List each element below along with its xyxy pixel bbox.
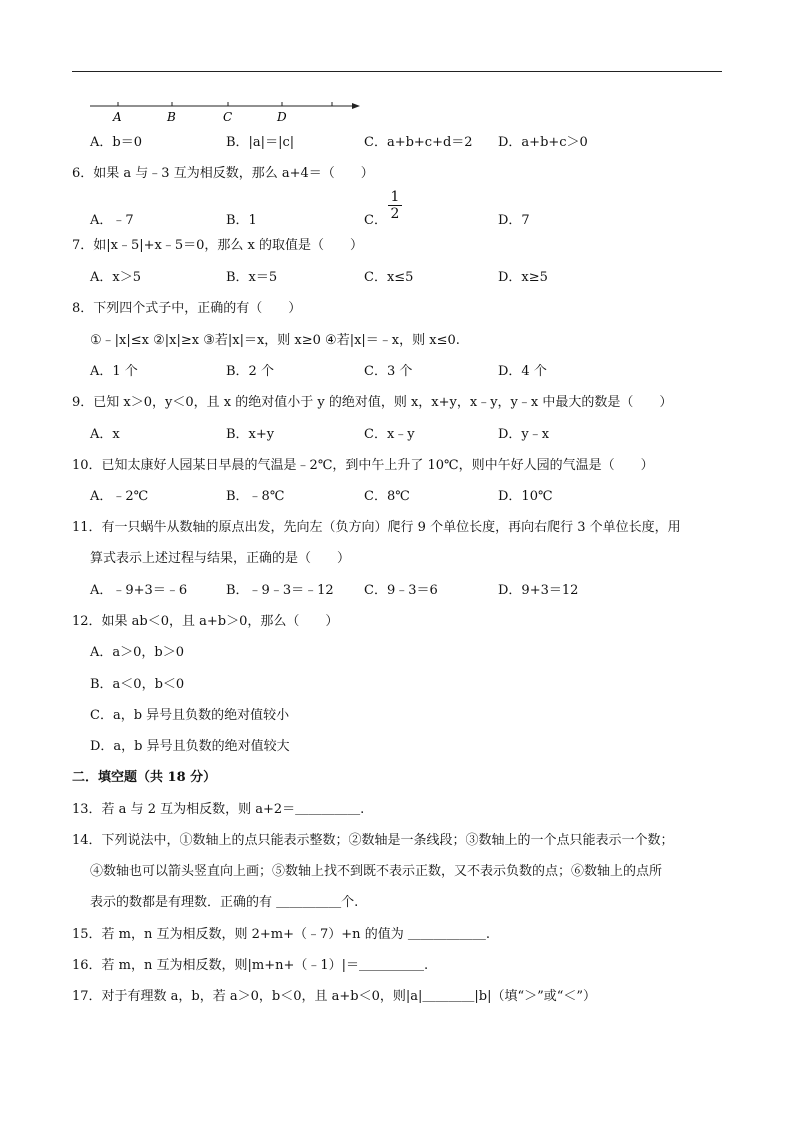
q11-option-a[interactable]: A．﹣9+3＝﹣6	[90, 583, 188, 598]
q14-line2: ④数轴也可以箭头竖直向上画；⑤数轴上找不到既不表示正数，又不表示负数的点；⑥数轴上的点所	[90, 864, 663, 879]
q11-option-d[interactable]: D．9+3＝12	[498, 583, 579, 598]
point-label-b: B	[167, 110, 176, 124]
q9-stem: 9．已知 x＞0，y＜0，且 x 的绝对值小于 y 的绝对值，则 x，x+y，x﹣y，y﹣x 中最大的数是（ ）	[72, 395, 673, 410]
q11-option-b[interactable]: B．﹣9﹣3＝﹣12	[226, 583, 334, 598]
q8-option-a[interactable]: A．1 个	[90, 364, 138, 379]
q9-option-a[interactable]: A．x	[90, 427, 120, 442]
q6-option-b[interactable]: B．1	[226, 213, 257, 228]
q14-line1: 14．下列说法中，①数轴上的点只能表示整数；②数轴是一条线段；③数轴上的一个点只能表示一个数；	[72, 833, 674, 848]
q12-option-d[interactable]: D．a，b 异号且负数的绝对值较大	[90, 739, 290, 754]
q12-option-b[interactable]: B．a＜0，b＜0	[90, 677, 185, 692]
q16: 16．若 m，n 互为相反数，则|m+n+（﹣1）|＝＿＿＿＿＿.	[72, 958, 429, 973]
q7-option-c[interactable]: C．x≤5	[364, 270, 414, 285]
q14-line3: 表示的数都是有理数．正确的有 ＿＿＿＿＿个.	[90, 895, 359, 910]
q10-stem: 10．已知太康好人园某日早晨的气温是﹣2℃，到中午上升了 10℃，则中午好人园的气温是（ ）	[72, 458, 654, 473]
q7-stem: 7．如|x﹣5|+x﹣5＝0，那么 x 的取值是（ ）	[72, 238, 363, 253]
q8-stem: 8．下列四个式子中，正确的有（ ）	[72, 301, 302, 316]
q8-option-c[interactable]: C．3 个	[364, 364, 413, 379]
q5-option-c[interactable]: C．a+b+c+d＝2	[364, 135, 473, 150]
header-rule	[72, 71, 722, 72]
q6-fraction-denominator: 2	[390, 206, 400, 222]
point-label-a: A	[113, 110, 122, 124]
q7-option-b[interactable]: B．x＝5	[226, 270, 278, 285]
section-2-heading: 二．填空题（共 18 分）	[72, 770, 217, 785]
q11-option-c[interactable]: C．9﹣3＝6	[364, 583, 438, 598]
q12-option-a[interactable]: A．a＞0，b＞0	[90, 645, 185, 660]
q5-option-d[interactable]: D．a+b+c＞0	[498, 135, 588, 150]
point-label-c: C	[223, 110, 233, 124]
q6-fraction	[388, 190, 402, 221]
q15: 15．若 m，n 互为相反数，则 2+m+（﹣7）+n 的值为 ＿＿＿＿＿＿.	[72, 927, 490, 942]
q6-fraction-numerator: 1	[390, 189, 400, 205]
q9-option-d[interactable]: D．y﹣x	[498, 427, 550, 442]
q6-option-c[interactable]: C．	[364, 213, 387, 228]
q9-option-b[interactable]: B．x+y	[226, 427, 275, 442]
q8-statements: ①﹣|x|≤x ②|x|≥x ③若|x|＝x，则 x≥0 ④若|x|＝﹣x，则 x≤0.	[90, 333, 460, 348]
q13: 13．若 a 与 2 互为相反数，则 a+2＝＿＿＿＿＿.	[72, 802, 365, 817]
point-label-d: D	[277, 110, 287, 124]
q9-option-c[interactable]: C．x﹣y	[364, 427, 415, 442]
q12-stem: 12．如果 ab＜0，且 a+b＞0，那么（ ）	[72, 614, 339, 629]
q12-option-c[interactable]: C．a，b 异号且负数的绝对值较小	[90, 708, 290, 723]
q6-stem: 6．如果 a 与﹣3 互为相反数，那么 a+4＝（ ）	[72, 166, 374, 181]
q7-option-a[interactable]: A．x＞5	[90, 270, 141, 285]
q6-option-d[interactable]: D．7	[498, 213, 530, 228]
number-line	[88, 96, 368, 126]
q6-option-a[interactable]: A．﹣7	[90, 213, 134, 228]
q17: 17．对于有理数 a，b，若 a＞0，b＜0，且 a+b＜0，则|a|＿＿＿＿|b|（填“＞”或“＜”）	[72, 989, 597, 1004]
q11-stem-line1: 11．有一只蜗牛从数轴的原点出发，先向左（负方向）爬行 9 个单位长度，再向右爬行 3 个单位长度，用	[72, 520, 681, 535]
q10-option-d[interactable]: D．10℃	[498, 489, 553, 504]
q10-option-a[interactable]: A．﹣2℃	[90, 489, 149, 504]
q5-option-b[interactable]: B．|a|＝|c|	[226, 135, 295, 150]
q5-option-a[interactable]: A．b＝0	[90, 135, 142, 150]
q8-option-d[interactable]: D．4 个	[498, 364, 547, 379]
q7-option-d[interactable]: D．x≥5	[498, 270, 548, 285]
q10-option-b[interactable]: B．﹣8℃	[226, 489, 285, 504]
q10-option-c[interactable]: C．8℃	[364, 489, 410, 504]
q11-stem-line2: 算式表示上述过程与结果，正确的是（ ）	[90, 551, 351, 566]
q8-option-b[interactable]: B．2 个	[226, 364, 274, 379]
